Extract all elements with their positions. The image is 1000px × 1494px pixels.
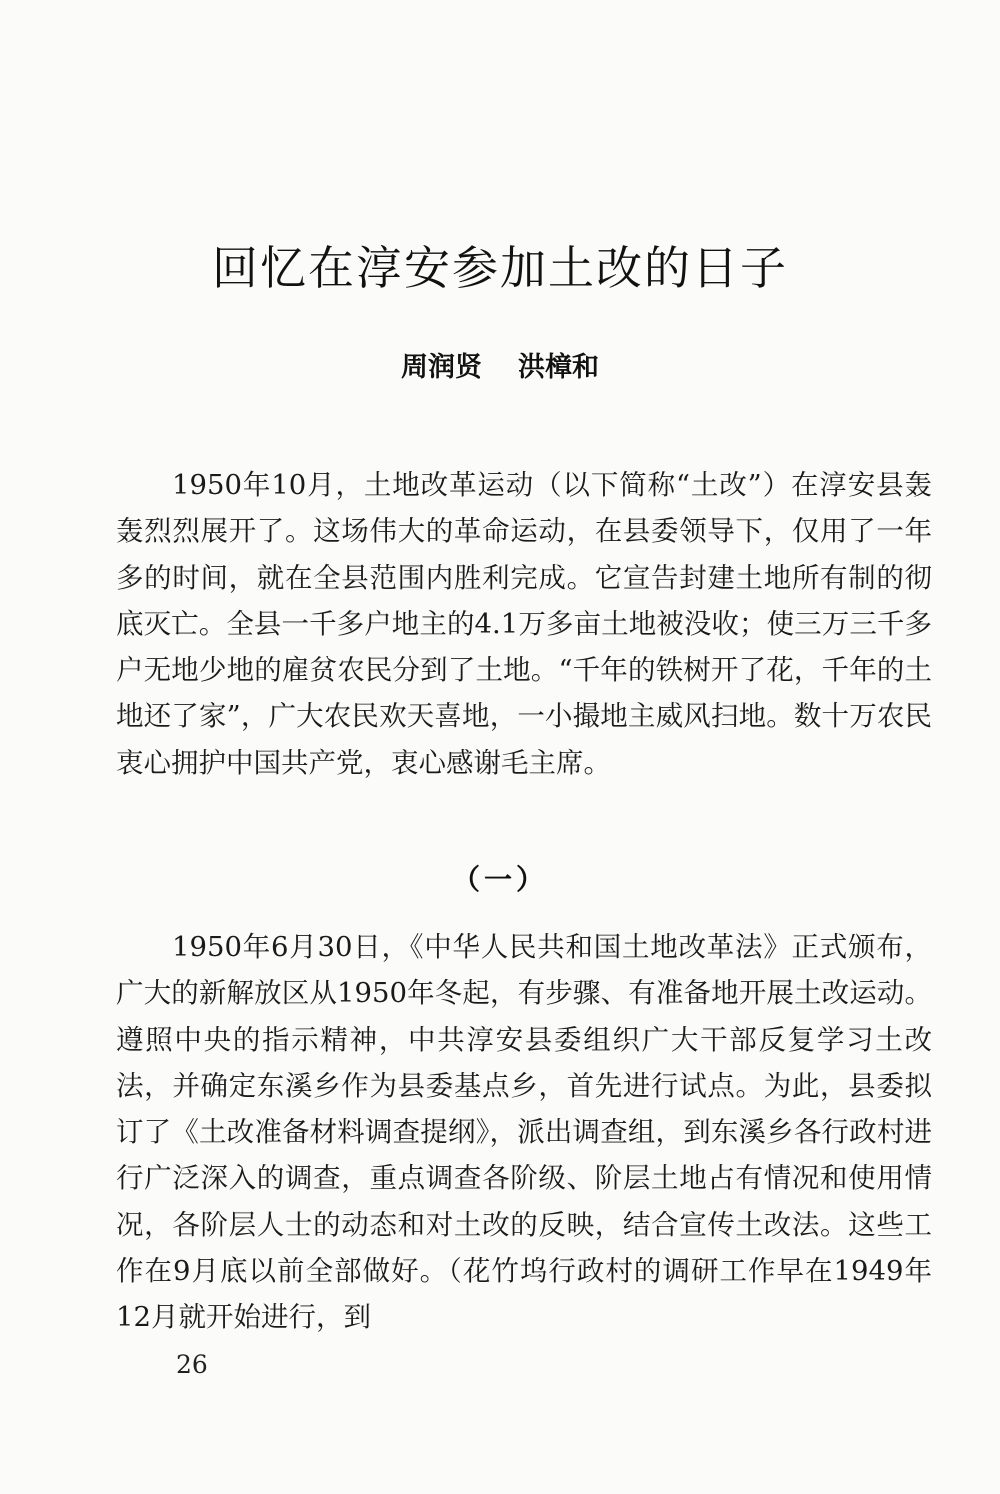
intro-paragraph: 1950年10月，土地改革运动（以下简称“土改”）在淳安县轰轰烈烈展开了。这场伟大的革命运动，在县委领导下，仅用了一年多的时间，就在全县范围内胜利完成。它宣告封建土地所有制的彻底灭亡。全县一千多户地主的4.1万多亩土地被没收；使三万三千多户无地少地的雇贫农民分到了土地。“千年的铁树开了花，千年的土地还了家”，广大农民欢天喜地，一小撮地主威风扫地。数十万农民衷心拥护中国共产党，衷心感谢毛主席。 <box>116 469 932 779</box>
author-name-1: 周润贤 <box>401 352 482 383</box>
article-title: 回忆在淳安参加土改的日子 <box>212 241 788 295</box>
author-byline <box>0 345 1000 384</box>
page-number: 26 <box>176 1350 208 1379</box>
body-paragraph: 1950年6月30日，《中华人民共和国土地改革法》正式颁布，广大的新解放区从1950年冬起，有步骤、有准备地开展土改运动。遵照中央的指示精神，中共淳安县委组织广大干部反复学习土改法，并确定东溪乡作为县委基点乡，首先进行试点。为此，县委拟订了《土改准备材料调查提纲》，派出调查组，到东溪乡各行政村进行广泛深入的调查，重点调查各阶级、阶层土地占有情况和使用情况，各阶层人士的动态和对土改的反映，结合宣传土改法。这些工作在9月底以前全部做好。（花竹坞行政村的调研工作早在1949年12月就开始进行，到 <box>116 931 932 1334</box>
author-name-2: 洪樟和 <box>518 352 599 383</box>
section-heading: （一） <box>451 863 548 896</box>
